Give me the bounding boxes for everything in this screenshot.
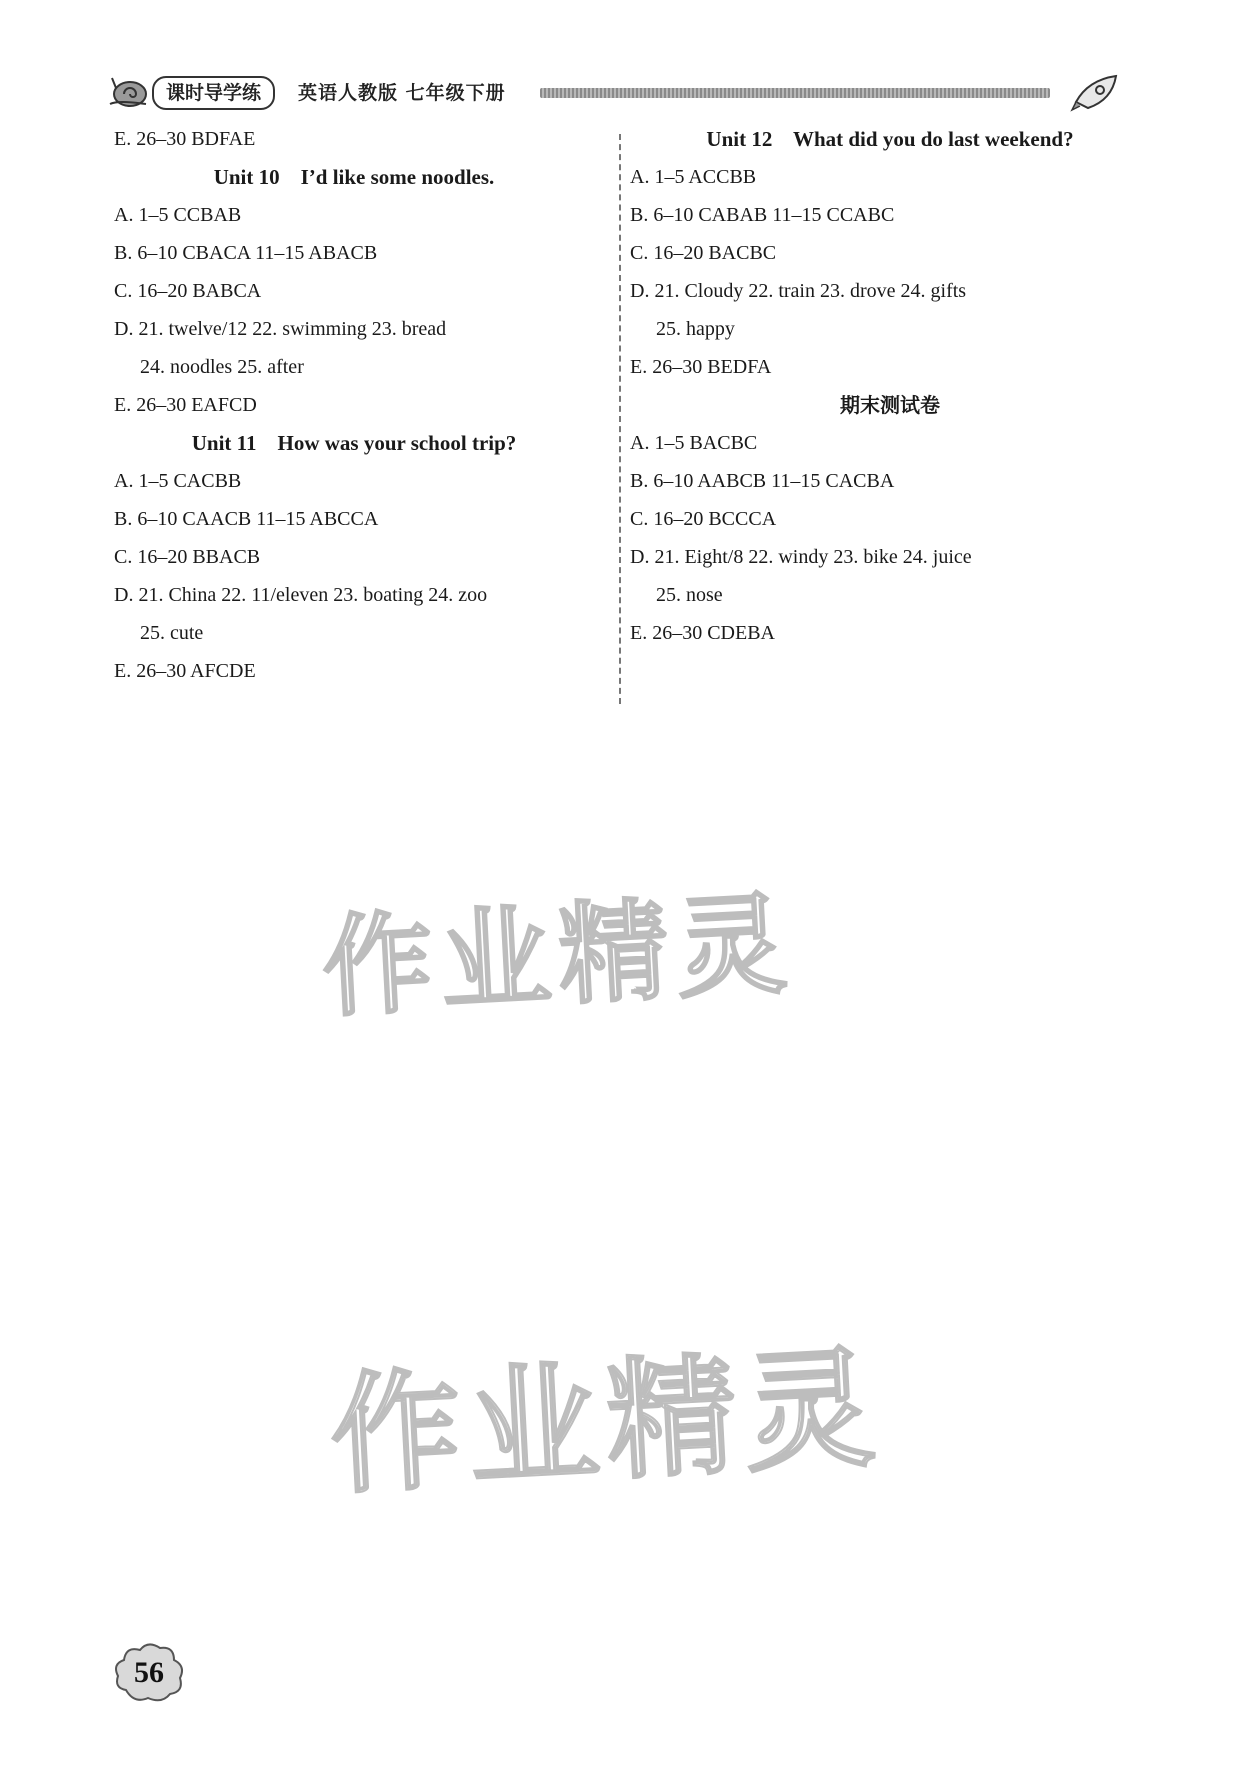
answer-line: A. 1–5 CACBB (114, 470, 242, 492)
answer-line: 25. cute (140, 622, 204, 644)
answer-line: B. 6–10 CAACB 11–15 ABCCA (114, 508, 379, 530)
answer-line: A. 1–5 CCBAB (114, 204, 242, 226)
unit-heading: Unit 12 What did you do last weekend? (706, 127, 1074, 151)
answer-line: D. 21. Cloudy 22. train 23. drove 24. gifts (630, 280, 967, 302)
page-header (108, 72, 1148, 112)
answer-line: D. 21. Eight/8 22. windy 23. bike 24. juice (630, 546, 972, 568)
section-heading: 期末测试卷 (840, 393, 940, 417)
watermark: 作业精灵 (326, 1331, 887, 1513)
answer-line: D. 21. China 22. 11/eleven 23. boating 24. zoo (114, 584, 488, 606)
answer-line: E. 26–30 BDFAE (114, 128, 256, 150)
page-number-badge (112, 1640, 186, 1706)
answer-line: E. 26–30 CDEBA (630, 622, 775, 644)
answer-line: B. 6–10 CABAB 11–15 CCABC (630, 204, 895, 226)
page-number: 56 (134, 1656, 164, 1689)
snail-icon (108, 74, 150, 108)
answer-line: E. 26–30 AFCDE (114, 660, 256, 682)
answer-line: B. 6–10 AABCB 11–15 CACBA (630, 470, 895, 492)
answer-line: C. 16–20 BBACB (114, 546, 261, 568)
edition-label: 英语人教版 七年级下册 (298, 82, 506, 104)
answer-line: C. 16–20 BCCCA (630, 508, 777, 530)
answer-line: E. 26–30 EAFCD (114, 394, 257, 416)
answer-line: D. 21. twelve/12 22. swimming 23. bread (114, 318, 447, 340)
answer-line: E. 26–30 BEDFA (630, 356, 772, 378)
answer-line: A. 1–5 BACBC (630, 432, 758, 454)
unit-heading: Unit 10 I’d like some noodles. (213, 165, 495, 189)
right-answer-column (630, 120, 1150, 652)
answer-line: C. 16–20 BACBC (630, 242, 777, 264)
answer-line: A. 1–5 ACCBB (630, 166, 757, 188)
answer-line: 24. noodles 25. after (140, 356, 304, 378)
unit-heading: Unit 11 How was your school trip? (191, 431, 517, 455)
rocket-icon (1070, 72, 1122, 112)
answer-line: B. 6–10 CBACA 11–15 ABACB (114, 242, 378, 264)
watermark: 作业精灵 (319, 879, 798, 1033)
answer-line: 25. happy (656, 318, 735, 340)
answer-line: 25. nose (656, 584, 723, 606)
left-answer-column (114, 120, 594, 690)
answer-line: C. 16–20 BABCA (114, 280, 262, 302)
header-bar (540, 88, 1050, 98)
series-title: 课时导学练 (152, 76, 275, 110)
column-divider (619, 134, 621, 704)
